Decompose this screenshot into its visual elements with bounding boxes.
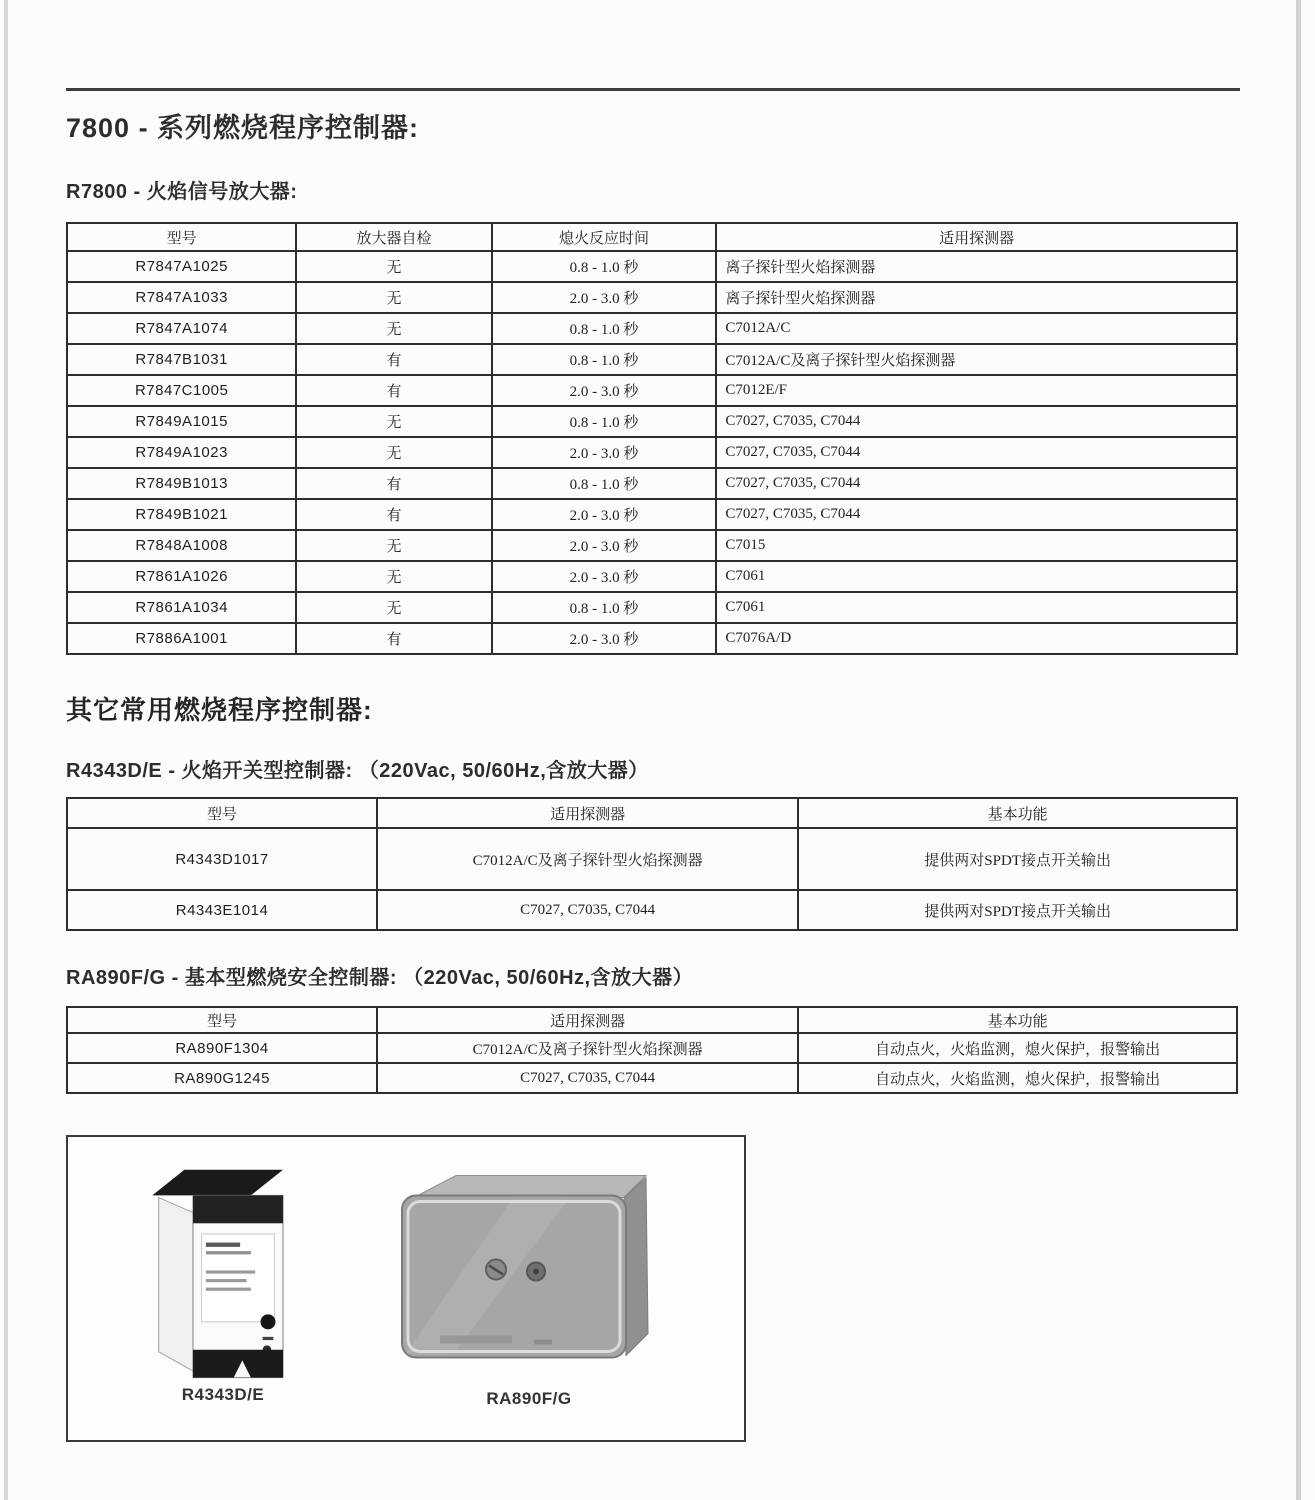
- model-cell: R7847A1025: [67, 251, 296, 282]
- self-check-cell: 有: [296, 499, 491, 530]
- header-detectors: 适用探测器: [377, 1007, 798, 1033]
- self-check-cell: 有: [296, 623, 491, 654]
- detectors-cell: C7012A/C及离子探针型火焰探测器: [377, 1033, 798, 1063]
- self-check-cell: 无: [296, 406, 491, 437]
- r4343-subtitle: R4343D/E - 火焰开关型控制器: （220Vac, 50/60Hz,含放大器）: [66, 760, 649, 782]
- table-row: [67, 828, 1237, 890]
- functions-cell: 提供两对SPDT接点开关输出: [798, 828, 1237, 890]
- model-cell: R7847A1074: [67, 313, 296, 344]
- other-controllers-heading: 其它常用燃烧程序控制器:: [66, 695, 373, 725]
- table-row: [67, 592, 1237, 623]
- detectors-cell: C7061: [716, 592, 1237, 623]
- page-edge-left: [4, 0, 8, 1500]
- detectors-cell: C7015: [716, 530, 1237, 561]
- table-row: [67, 282, 1237, 313]
- self-check-cell: 无: [296, 251, 491, 282]
- header-detectors: 适用探测器: [377, 798, 798, 828]
- table-row: [67, 890, 1237, 930]
- model-cell: R7847C1005: [67, 375, 296, 406]
- response-time-cell: 2.0 - 3.0 秒: [492, 499, 717, 530]
- response-time-cell: 0.8 - 1.0 秒: [492, 592, 717, 623]
- table-row: [67, 499, 1237, 530]
- table-row: [67, 1063, 1237, 1093]
- table-row: [67, 251, 1237, 282]
- table-row: [67, 437, 1237, 468]
- model-cell: R7847A1033: [67, 282, 296, 313]
- self-check-cell: 无: [296, 592, 491, 623]
- response-time-cell: 2.0 - 3.0 秒: [492, 561, 717, 592]
- self-check-cell: 有: [296, 468, 491, 499]
- amplifier-table: [66, 222, 1238, 655]
- table-row: [67, 530, 1237, 561]
- ra890-subtitle: RA890F/G - 基本型燃烧安全控制器: （220Vac, 50/60Hz,含放大器）: [66, 967, 694, 989]
- functions-cell: 自动点火，火焰监测，熄火保护，报警输出: [798, 1063, 1237, 1093]
- detectors-cell: C7076A/D: [716, 623, 1237, 654]
- detectors-cell: C7027, C7035, C7044: [716, 499, 1237, 530]
- self-check-cell: 有: [296, 375, 491, 406]
- response-time-cell: 0.8 - 1.0 秒: [492, 406, 717, 437]
- table-row: [67, 313, 1237, 344]
- detectors-cell: C7012E/F: [716, 375, 1237, 406]
- detectors-cell: C7027, C7035, C7044: [377, 1063, 798, 1093]
- top-horizontal-rule: [66, 88, 1240, 91]
- self-check-cell: 无: [296, 437, 491, 468]
- table-row: [67, 344, 1237, 375]
- model-cell: R7847B1031: [67, 344, 296, 375]
- table-row: [67, 406, 1237, 437]
- page-edge-right: [1296, 0, 1301, 1500]
- response-time-cell: 2.0 - 3.0 秒: [492, 530, 717, 561]
- response-time-cell: 2.0 - 3.0 秒: [492, 282, 717, 313]
- model-cell: R7861A1034: [67, 592, 296, 623]
- header-self-check: 放大器自检: [296, 223, 491, 251]
- ra890-figure-label: RA890F/G: [486, 1389, 572, 1408]
- r7800-subtitle: R7800 - 火焰信号放大器:: [66, 181, 298, 203]
- header-detectors: 适用探测器: [716, 223, 1237, 251]
- detectors-cell: C7061: [716, 561, 1237, 592]
- table-header-row: [67, 223, 1237, 251]
- header-response-time: 熄火反应时间: [492, 223, 717, 251]
- response-time-cell: 2.0 - 3.0 秒: [492, 623, 717, 654]
- ra890-product-image: [384, 1165, 674, 1375]
- response-time-cell: 0.8 - 1.0 秒: [492, 251, 717, 282]
- model-cell: R7849B1021: [67, 499, 296, 530]
- table-row: [67, 561, 1237, 592]
- model-cell: R4343D1017: [67, 828, 377, 890]
- detectors-cell: C7012A/C: [716, 313, 1237, 344]
- self-check-cell: 有: [296, 344, 491, 375]
- ra890-table: [66, 1006, 1238, 1094]
- table-row: [67, 623, 1237, 654]
- functions-cell: 自动点火，火焰监测，熄火保护，报警输出: [798, 1033, 1237, 1063]
- table-header-row: [67, 798, 1237, 828]
- response-time-cell: 0.8 - 1.0 秒: [492, 344, 717, 375]
- header-model: 型号: [67, 798, 377, 828]
- model-cell: R4343E1014: [67, 890, 377, 930]
- r4343-product-image: [148, 1159, 298, 1384]
- model-cell: R7849A1015: [67, 406, 296, 437]
- detectors-cell: 离子探针型火焰探测器: [716, 282, 1237, 313]
- self-check-cell: 无: [296, 313, 491, 344]
- response-time-cell: 0.8 - 1.0 秒: [492, 468, 717, 499]
- response-time-cell: 2.0 - 3.0 秒: [492, 437, 717, 468]
- model-cell: R7886A1001: [67, 623, 296, 654]
- model-cell: RA890F1304: [67, 1033, 377, 1063]
- r4343-figure-label: R4343D/E: [181, 1385, 265, 1404]
- table-row: [67, 468, 1237, 499]
- self-check-cell: 无: [296, 282, 491, 313]
- detectors-cell: C7027, C7035, C7044: [716, 437, 1237, 468]
- header-functions: 基本功能: [798, 798, 1237, 828]
- header-functions: 基本功能: [798, 1007, 1237, 1033]
- model-cell: R7849A1023: [67, 437, 296, 468]
- table-header-row: [67, 1007, 1237, 1033]
- page-title: 7800 - 系列燃烧程序控制器:: [66, 113, 420, 143]
- detectors-cell: C7027, C7035, C7044: [716, 406, 1237, 437]
- product-figure-box: [66, 1135, 746, 1442]
- self-check-cell: 无: [296, 561, 491, 592]
- table-row: [67, 375, 1237, 406]
- model-cell: R7848A1008: [67, 530, 296, 561]
- detectors-cell: C7027, C7035, C7044: [716, 468, 1237, 499]
- model-cell: RA890G1245: [67, 1063, 377, 1093]
- detectors-cell: C7012A/C及离子探针型火焰探测器: [377, 828, 798, 890]
- functions-cell: 提供两对SPDT接点开关输出: [798, 890, 1237, 930]
- model-cell: R7861A1026: [67, 561, 296, 592]
- response-time-cell: 2.0 - 3.0 秒: [492, 375, 717, 406]
- r4343-table: [66, 797, 1238, 931]
- table-row: [67, 1033, 1237, 1063]
- header-model: 型号: [67, 223, 296, 251]
- detectors-cell: C7027, C7035, C7044: [377, 890, 798, 930]
- model-cell: R7849B1013: [67, 468, 296, 499]
- header-model: 型号: [67, 1007, 377, 1033]
- detectors-cell: C7012A/C及离子探针型火焰探测器: [716, 344, 1237, 375]
- detectors-cell: 离子探针型火焰探测器: [716, 251, 1237, 282]
- response-time-cell: 0.8 - 1.0 秒: [492, 313, 717, 344]
- self-check-cell: 无: [296, 530, 491, 561]
